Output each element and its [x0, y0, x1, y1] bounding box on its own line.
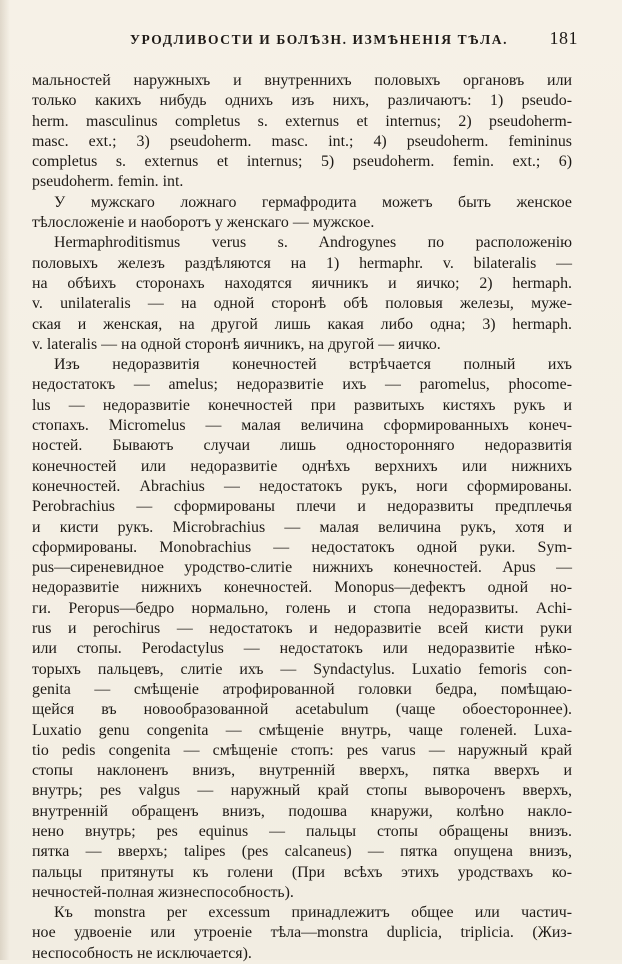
text-line: тѣлосложеніе и наоборотъ у женскаго — мужское.	[32, 214, 375, 232]
body-text	[32, 71, 572, 964]
text-line: внутрь; pes valgus — наружный край стопы вывороченъ вверхъ,	[32, 782, 572, 800]
text-line: только какихъ нибудь однихъ изъ нихъ, различаютъ: 1) pseudo-	[32, 92, 572, 110]
text-line: стопы наклоненъ внизъ, внутренній вверхъ, пятка вверхъ и	[32, 762, 572, 780]
text-line: и кисти рукъ. Microbrachius — малая величина рукъ, хотя и	[32, 518, 572, 536]
text-line: конечностей или недоразвитіе однѣхъ верхнихъ или нижнихъ	[32, 457, 572, 475]
text-line: lus — недоразвитіе конечностей при развитыхъ кистяхъ рукъ и	[32, 396, 572, 414]
page-header	[30, 28, 598, 52]
text-line: внутренній обращенъ внизъ, подошва кнаружи, колѣно накло-	[32, 802, 572, 820]
text-line: ное удвоеніе или утроеніе тѣла—monstra duplicia, triplicia. (Жиз-	[32, 924, 572, 942]
text-line: Изъ недоразвитія конечностей встрѣчается полный ихъ	[54, 356, 572, 374]
text-line: ги. Peropus—бедро нормально, голень и стопа недоразвиты. Achi-	[32, 599, 572, 617]
text-line: pseudoherm. femin. int.	[32, 173, 184, 191]
text-line: пальцы притянуты къ голени (При всѣхъ этихъ уродствахъ ко-	[32, 863, 572, 881]
text-line: tio pedis congenita — смѣщеніе стопъ: pes varus — наружный край	[32, 741, 572, 759]
text-line: herm. masculinus completus s. externus et internus; 2) pseudoherm-	[32, 112, 572, 130]
text-line: У мужскаго ложнаго гермафродита можетъ быть женское	[54, 193, 572, 211]
running-head: УРОДЛИВОСТИ И БОЛѢЗН. ИЗМѢНЕНІЯ ТѢЛА.	[130, 32, 509, 47]
text-line: Hermaphroditismus verus s. Androgynes по расположенію	[54, 234, 572, 252]
text-line: pus—сиреневидное уродство-слитіе нижнихъ конечностей. Apus —	[32, 559, 572, 577]
text-line: Luxatio genu congenita — смѣщеніе внутрь, чаще голеней. Luxa-	[32, 721, 572, 739]
text-line: конечностей. Abrachius — недостатокъ рукъ, ноги сформированы.	[32, 477, 572, 495]
text-line: v. unilateralis — на одной сторонѣ обѣ половыя железы, муже-	[32, 295, 572, 313]
text-line: completus s. externus et internus; 5) pseudoherm. femin. ext.; 6)	[32, 153, 572, 171]
text-line: или стопы. Perodactylus — недостатокъ или недоразвитіе нѣко-	[32, 640, 572, 658]
page-number: 181	[549, 28, 578, 48]
text-line: щейся въ новообразованной acetabulum (чаще обоестороннее).	[32, 701, 572, 719]
page-gutter-shadow	[0, 0, 10, 960]
text-line: нечностей-полная жизнеспособность).	[32, 883, 294, 901]
text-line: сформированы. Monobrachius — недостатокъ одной руки. Sym-	[32, 538, 572, 556]
text-line: недоразвитіе нижнихъ конечностей. Monopus—дефектъ одной но-	[32, 579, 572, 597]
text-line: половыхъ железъ раздѣляются на 1) hermaphr. v. bilateralis —	[32, 254, 572, 272]
text-line: мальностей наружныхъ и внутреннихъ половыхъ органовъ или	[32, 72, 572, 89]
text-line: недостатокъ — amelus; недоразвитіе ихъ — paromelus, phocome-	[32, 376, 572, 394]
text-line: нено внутрь; pes equinus — пальцы стопы обращены внизъ.	[32, 822, 572, 840]
text-line: ностей. Бываютъ случаи лишь односторонняго недоразвитія	[32, 437, 572, 455]
text-line: стопахъ. Micromelus — малая величина сформированныхъ конеч-	[32, 417, 572, 435]
text-line: v. lateralis — на одной сторонѣ яичникъ, на другой — яичко.	[32, 335, 441, 353]
text-line: на обѣихъ сторонахъ находятся яичникъ и яичко; 2) hermaph.	[32, 274, 572, 292]
text-line: торыхъ пальцевъ, слитіе ихъ — Syndactylus. Luxatio femoris con-	[32, 660, 572, 678]
text-line: rus и perochirus — недостатокъ и недоразвитіе всей кисти руки	[32, 620, 572, 638]
text-line: пятка — вверхъ; talipes (pes calcaneus) — пятка опущена внизъ,	[32, 843, 572, 861]
text-line: Perobrachius — сформированы плечи и недоразвиты предплечья	[32, 498, 572, 516]
text-line: Къ monstra per excessum принадлежитъ общее или частич-	[54, 904, 572, 922]
text-line: masc. ext.; 3) pseudoherm. masc. int.; 4) pseudoherm. femininus	[32, 132, 572, 150]
text-line: genita — смѣщеніе атрофированной головки бедра, помѣщаю-	[32, 680, 572, 698]
text-line: ская и женская, на другой лишь какая либо одна; 3) hermaph.	[32, 315, 572, 333]
text-line: неспособность не исключается).	[32, 944, 252, 962]
